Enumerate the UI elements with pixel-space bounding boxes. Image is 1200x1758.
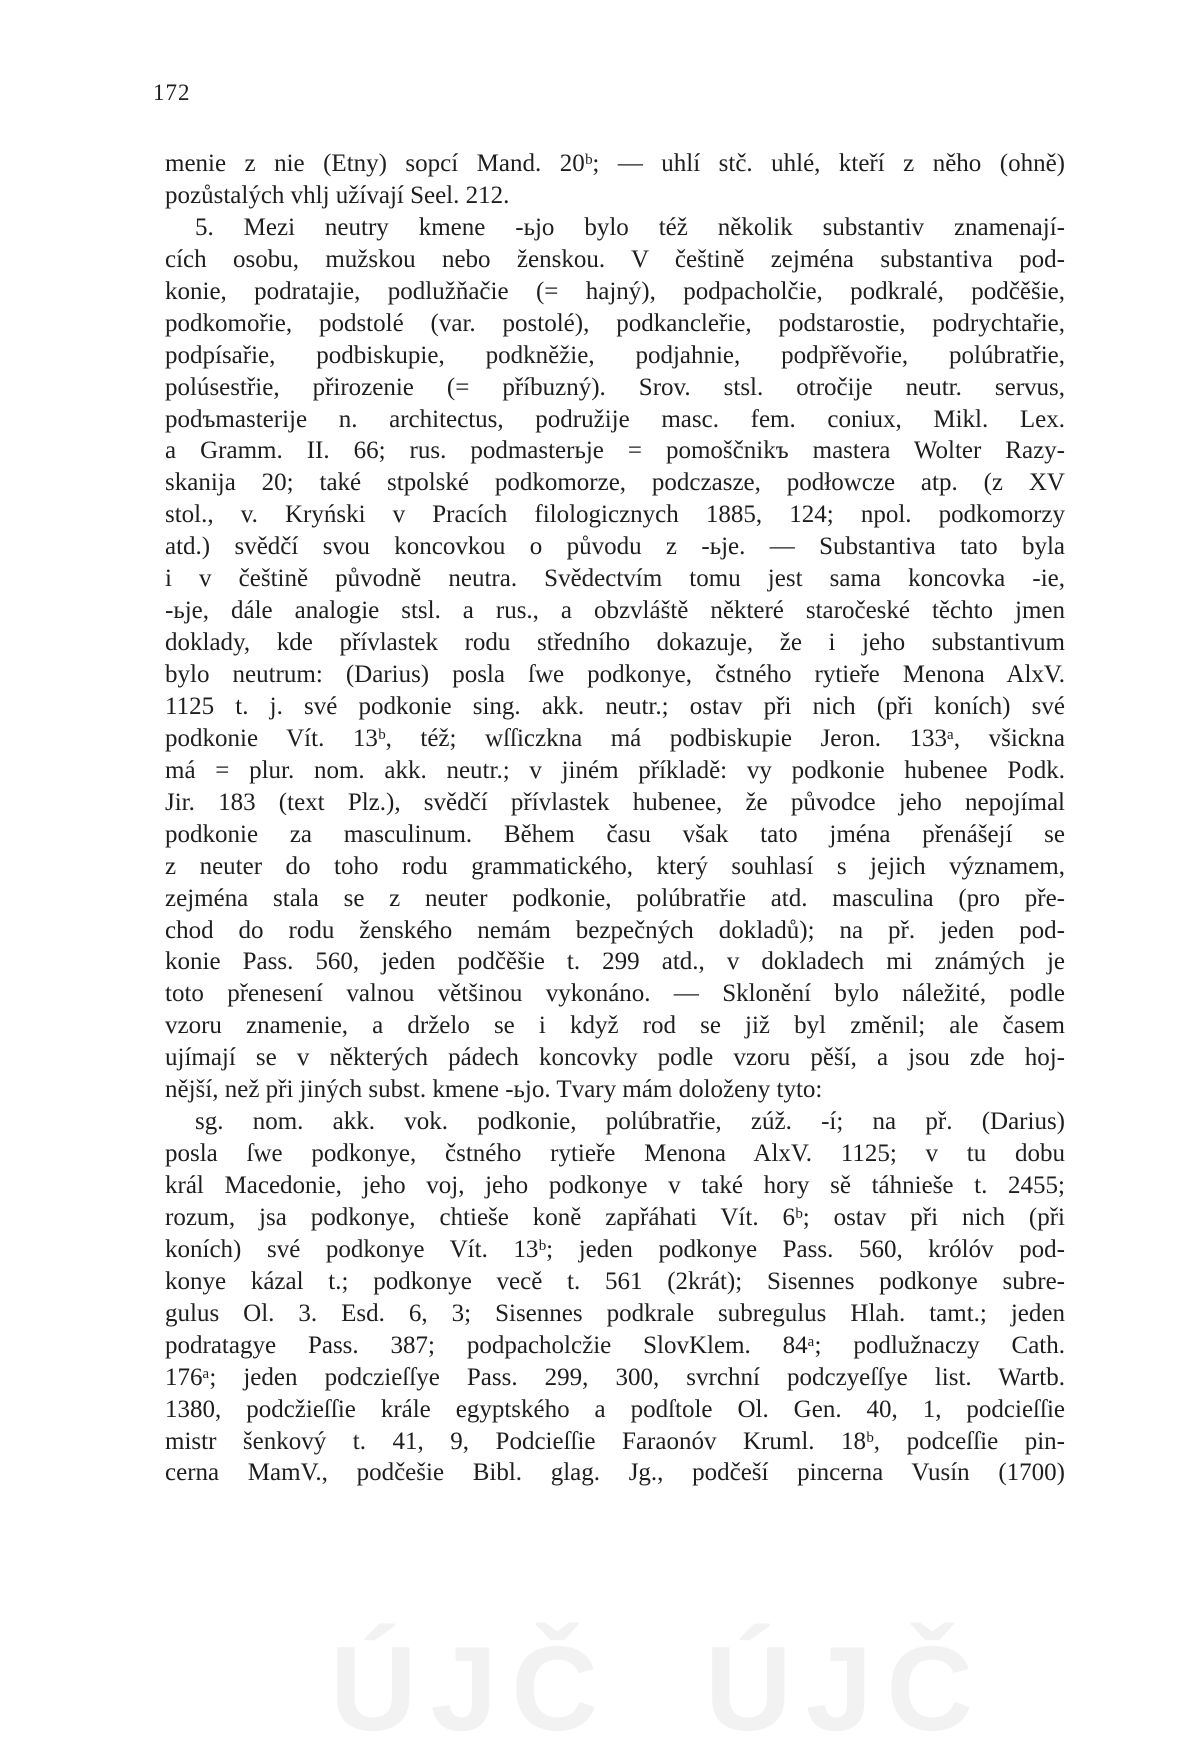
text-line: podratagye Pass. 387; podpacholcžie SlovKlem. 84ᵃ; podlužnaczy Cath.	[165, 1331, 1065, 1359]
text-line: stol., v. Kryński v Pracích filologicznych 1885, 124; npol. podkomorzy	[165, 501, 1065, 529]
text-line: podpísařie, podbiskupie, podkněžie, podjahnie, podpřěvořie, polúbratřie,	[165, 341, 1065, 369]
text-line: koních) své podkonye Vít. 13ᵇ; jeden podkonye Pass. 560, królóv pod-	[165, 1235, 1065, 1263]
text-line: skanija 20; také stpolské podkomorze, podczasze, podłowcze atp. (z XV	[165, 469, 1065, 497]
text-line: ujímají se v některých pádech koncovky podle vzoru pěší, a jsou zde hoj-	[165, 1044, 1065, 1072]
text-line: cerna MamV., podčešie Bibl. glag. Jg., podčeší pincerna Vusín (1700)	[165, 1459, 1065, 1487]
text-line: konye kázal t.; podkonye vecě t. 561 (2krát); Sisennes podkonye subre-	[165, 1267, 1065, 1295]
text-line: 1125 t. j. své podkonie sing. akk. neutr.; ostav při nich (při koních) své	[165, 692, 1065, 720]
text-line: konie, podratajie, podlužňačie (= hajný), podpacholčie, podkralé, podčěšie,	[165, 277, 1065, 305]
text-line: toto přenesení valnou většinou vykonáno. — Sklonění bylo náležité, podle	[165, 980, 1065, 1008]
text-line: a Gramm. II. 66; rus. podmasterьje = pomoščnikъ mastera Wolter Razy-	[165, 437, 1065, 465]
text-line: z neuter do toho rodu grammatického, který souhlasí s jejich významem,	[165, 852, 1065, 880]
text-line: menie z nie (Etny) sopcí Mand. 20ᵇ; — uhlí stč. uhlé, kteří z něho (ohně)	[165, 150, 1065, 177]
text-line: má = plur. nom. akk. neutr.; v jiném příkladě: vy podkonie hubenee Podk.	[165, 756, 1065, 784]
text-line: bylo neutrum: (Darius) posla ſwe podkonye, čstného rytieře Menona AlxV.	[165, 661, 1065, 688]
text-line: -ьje, dále analogie stsl. a rus., a obzvláště některé staročeské těchto jmen	[165, 597, 1065, 625]
watermark-right: ÚJČ	[705, 1622, 988, 1756]
body-text	[165, 148, 1065, 1489]
text-line: Jir. 183 (text Plz.), svědčí přívlastek hubenee, že původce jeho nepojímal	[165, 788, 1065, 816]
text-line: zejména stala se z neuter podkonie, polúbratřie atd. masculina (pro pře-	[165, 884, 1065, 912]
text-line: mistr šenkový t. 41, 9, Podcieſſie Faraonóv Kruml. 18ᵇ, podceſſie pin-	[165, 1427, 1065, 1455]
text-line: doklady, kde přívlastek rodu středního dokazuje, že i jeho substantivum	[165, 629, 1065, 657]
text-line: nější, než při jiných subst. kmene -ьjo. Tvary mám doloženy tyto:	[165, 1076, 823, 1104]
text-line: i v češtině původně neutra. Svědectvím tomu jest sama koncovka -ie,	[165, 565, 1065, 593]
text-line: podkomořie, podstolé (var. postolé), podkancleřie, podstarostie, podrychtařie,	[165, 309, 1065, 337]
watermark-left: ÚJČ	[330, 1622, 613, 1756]
text-line: atd.) svědčí svou koncovkou o původu z -ьje. — Substantiva tato byla	[165, 533, 1065, 561]
text-line: podkonie Vít. 13ᵇ, též; wſſiczkna má podbiskupie Jeron. 133ᵃ, všickna	[165, 724, 1065, 752]
text-line: sg. nom. akk. vok. podkonie, polúbratřie, zúž. -í; na př. (Darius)	[195, 1108, 1065, 1136]
page-number: 172	[153, 80, 191, 105]
text-line: 5. Mezi neutry kmene -ьjo bylo též několik substantiv znamenají-	[195, 213, 1065, 241]
text-line: cích osobu, mužskou nebo ženskou. V češtině zejména substantiva pod-	[165, 245, 1065, 273]
text-line: král Macedonie, jeho voj, jeho podkonye v také hory sě táhnieše t. 2455;	[165, 1172, 1065, 1199]
text-line: posla ſwe podkonye, čstného rytieře Menona AlxV. 1125; v tu dobu	[165, 1140, 1065, 1168]
text-line: konie Pass. 560, jeden podčěšie t. 299 atd., v dokladech mi známých je	[165, 948, 1065, 976]
text-line: podъmasterije n. architectus, podružije masc. fem. coniux, Mikl. Lex.	[165, 405, 1065, 433]
text-line: chod do rodu ženského nemám bezpečných dokladů); na př. jeden pod-	[165, 916, 1065, 944]
text-line: gulus Ol. 3. Esd. 6, 3; Sisennes podkrale subregulus Hlah. tamt.; jeden	[165, 1299, 1065, 1327]
text-line: rozum, jsa podkonye, chtieše koně zapřáhati Vít. 6ᵇ; ostav při nich (při	[165, 1203, 1065, 1231]
text-line: pozůstalých vhlj užívají Seel. 212.	[165, 181, 510, 209]
text-line: 1380, podcžieſſie krále egyptského a podſtole Ol. Gen. 40, 1, podcieſſie	[165, 1395, 1065, 1423]
text-line: vzoru znamenie, a drželo se i když rod se již byl změnil; ale časem	[165, 1012, 1065, 1040]
text-line: podkonie za masculinum. Během času však tato jména přenášejí se	[165, 820, 1065, 848]
text-line: polúsestřie, přirozenie (= příbuzný). Srov. stsl. otročije neutr. servus,	[165, 373, 1065, 401]
text-line: 176ᵃ; jeden podczieſſye Pass. 299, 300, svrchní podczyeſſye list. Wartb.	[165, 1363, 1065, 1391]
